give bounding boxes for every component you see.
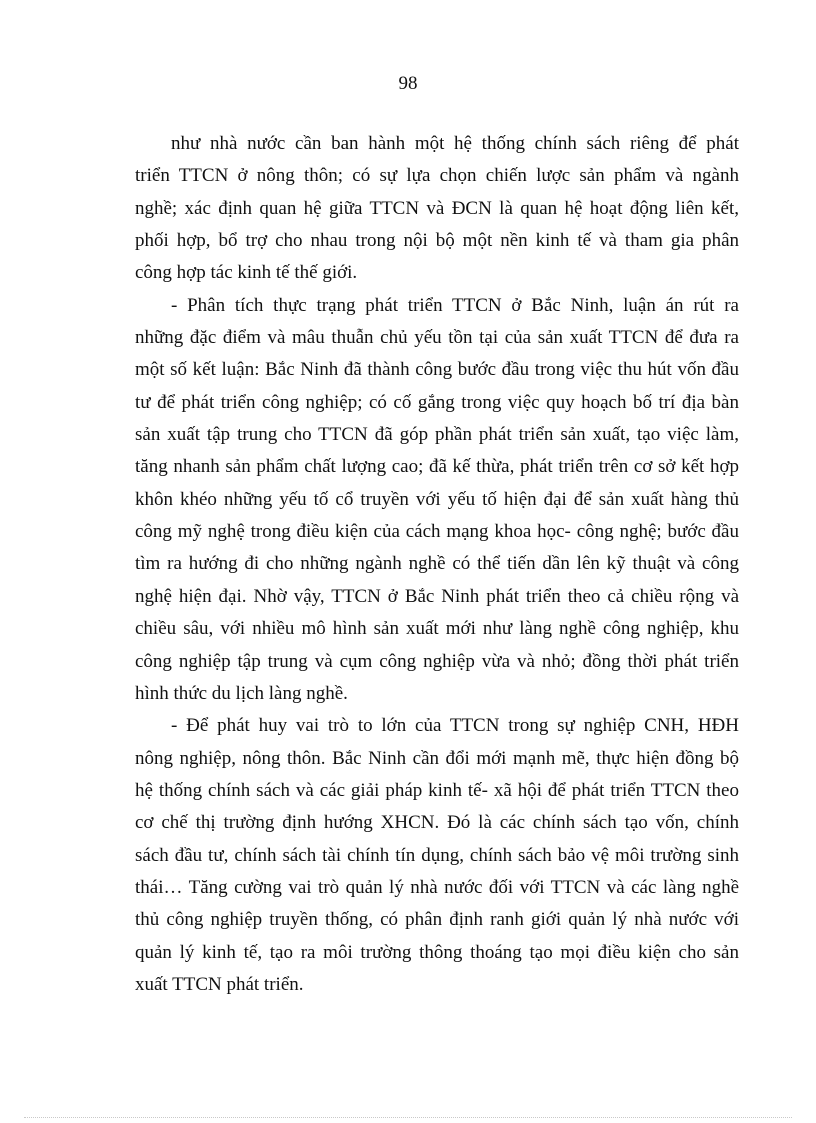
text-line: tăng nhanh sản phẩm chất lượng cao; đã kế thừa, phát triển trên cơ sở kết hợp: [135, 456, 739, 478]
text-line: tìm ra hướng đi cho những ngành nghề có thể tiến dần lên kỹ thuật và công: [135, 553, 739, 575]
text-line: sản xuất tập trung cho TTCN đã góp phần phát triển sản xuất, tạo việc làm,: [135, 424, 739, 446]
text-line: xuất TTCN phát triển.: [135, 973, 304, 995]
text-line: nghề; xác định quan hệ giữa TTCN và ĐCN là quan hệ hoạt động liên kết,: [135, 197, 739, 219]
text-line: phối hợp, bổ trợ cho nhau trong nội bộ một nền kinh tế và tham gia phân: [135, 230, 739, 252]
text-line: tư để phát triển công nghiệp; có cố gắng trong việc quy hoạch bố trí địa bàn: [135, 391, 739, 413]
text-line: thủ công nghiệp truyền thống, có phân định ranh giới quản lý nhà nước với: [135, 909, 739, 931]
text-line: công mỹ nghệ trong điều kiện của cách mạng khoa học- công nghệ; bước đầu: [135, 521, 739, 543]
body-text: [135, 128, 739, 1001]
text-line: khôn khéo những yếu tố cổ truyền với yếu tố hiện đại để sản xuất hàng thủ: [135, 488, 739, 510]
text-line: cơ chế thị trường định hướng XHCN. Đó là các chính sách tạo vốn, chính: [135, 812, 739, 834]
text-line: hình thức du lịch làng nghề.: [135, 682, 348, 704]
text-line: - Để phát huy vai trò to lớn của TTCN trong sự nghiệp CNH, HĐH: [171, 715, 739, 737]
text-line: nông nghiệp, nông thôn. Bắc Ninh cần đổi mới mạnh mẽ, thực hiện đồng bộ: [135, 747, 739, 769]
text-line: nghệ hiện đại. Nhờ vậy, TTCN ở Bắc Ninh phát triển theo cả chiều rộng và: [135, 585, 739, 607]
text-line: thái… Tăng cường vai trò quản lý nhà nước đối với TTCN và các làng nghề: [135, 876, 739, 898]
text-line: những đặc điểm và mâu thuẫn chủ yếu tồn tại của sản xuất TTCN để đưa ra: [135, 327, 739, 349]
paragraph-continuation: [135, 128, 739, 290]
text-line: một số kết luận: Bắc Ninh đã thành công bước đầu trong việc thu hút vốn đầu: [135, 359, 739, 381]
text-line: công nghiệp tập trung và cụm công nghiệp vừa và nhỏ; đồng thời phát triển: [135, 650, 739, 672]
text-line: - Phân tích thực trạng phát triển TTCN ở Bắc Ninh, luận án rút ra: [171, 294, 739, 316]
paragraph-analysis: [135, 290, 739, 710]
text-line: hệ thống chính sách và các giải pháp kinh tế- xã hội để phát triển TTCN theo: [135, 779, 739, 801]
text-line: công hợp tác kinh tế thế giới.: [135, 262, 358, 284]
text-line: sách đầu tư, chính sách tài chính tín dụng, chính sách bảo vệ môi trường sinh: [135, 844, 739, 866]
text-line: như nhà nước cần ban hành một hệ thống chính sách riêng để phát: [171, 133, 739, 154]
text-line: chiều sâu, với nhiều mô hình sản xuất mới như làng nghề công nghiệp, khu: [135, 618, 739, 640]
text-line: quản lý kinh tế, tạo ra môi trường thông thoáng tạo mọi điều kiện cho sản: [135, 941, 739, 963]
page-bottom-divider: [24, 1117, 792, 1118]
paragraph-solutions: [135, 710, 739, 1001]
text-line: triển TTCN ở nông thôn; có sự lựa chọn chiến lược sản phẩm và ngành: [135, 165, 739, 187]
page-number: 98: [398, 73, 418, 94]
